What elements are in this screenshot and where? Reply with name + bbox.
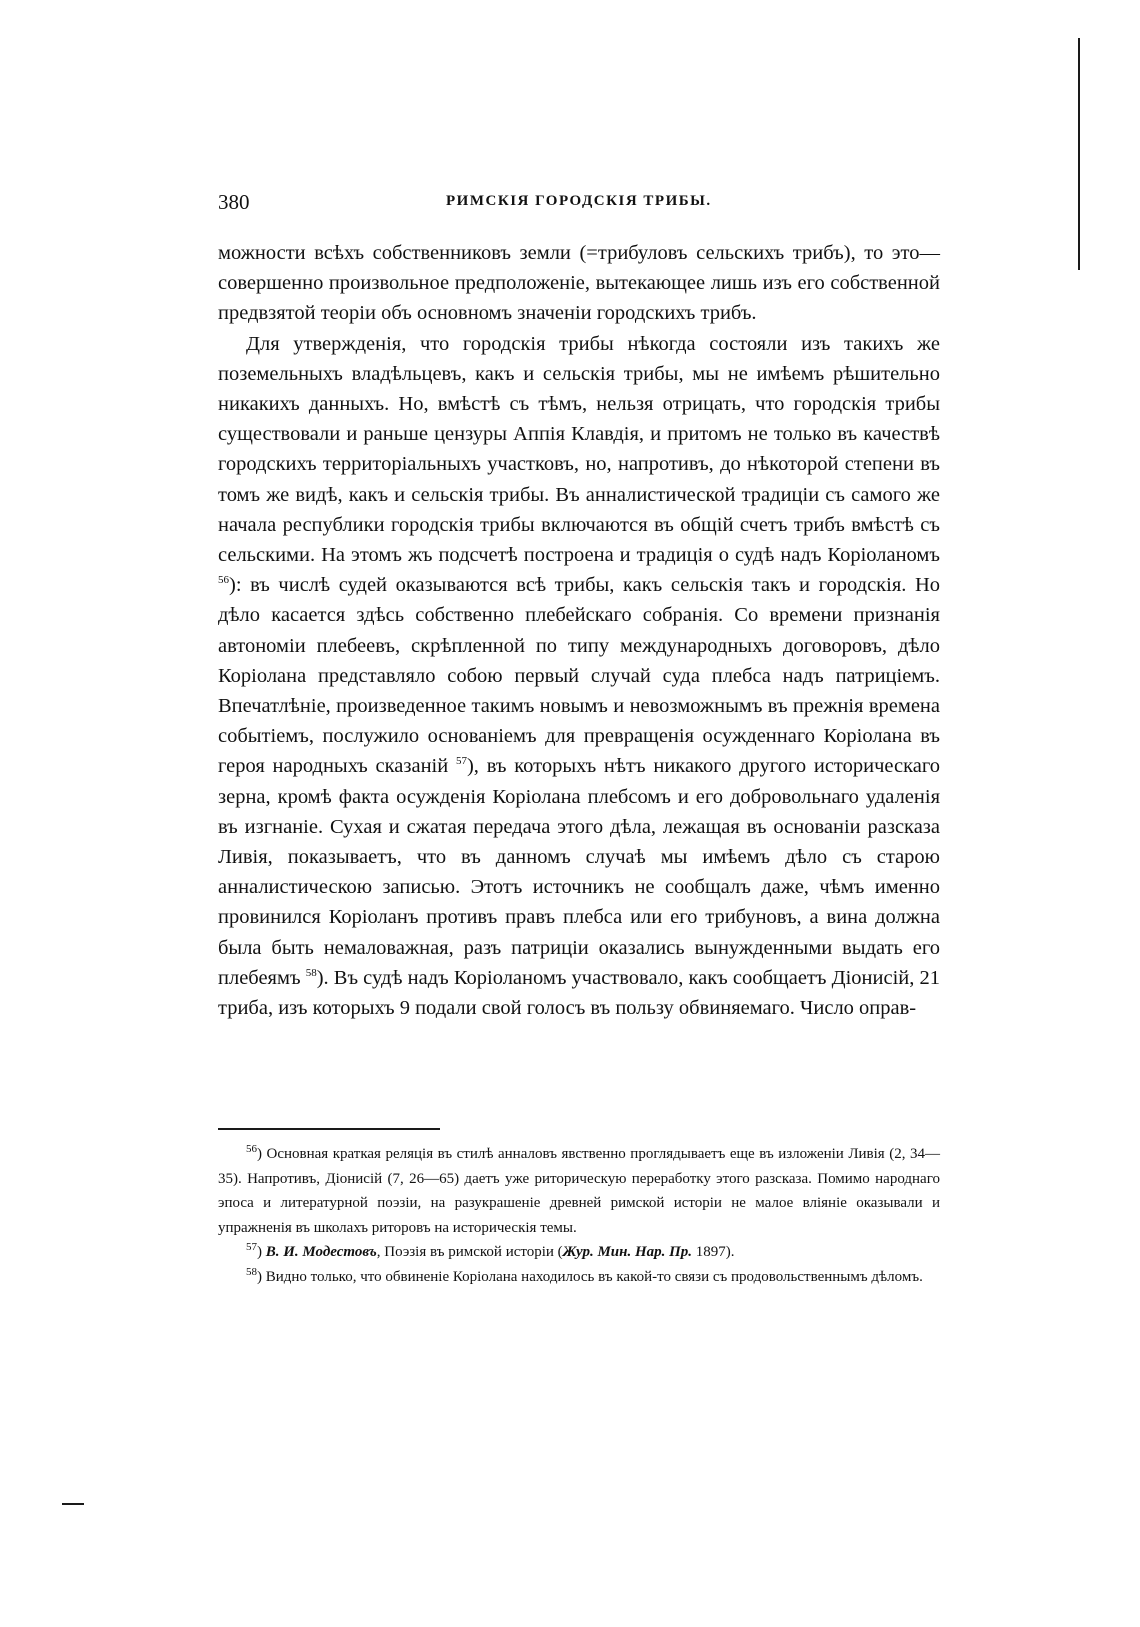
paragraph-text-2: ): въ числѣ судей оказываются всѣ трибы, какъ сельскія такъ и городскія. Но дѣло касается здѣсь собственно плебейскаго собранія. Со времени признанія автономіи плебеевъ, скрѣпленной по типу международныхъ договоровъ, дѣло Коріолана представляло собою первый случай суда плебса надъ патриціемъ. Впечатлѣніе, произведенное такимъ новымъ и невозможнымъ въ прежнія времена событіемъ, послужило основаніемъ для превращенія осужденнаго Коріолана въ героя народныхъ сказаній: [218, 574, 940, 778]
footnote-ref-57: 57: [455, 755, 467, 768]
scan-edge-mark: [1078, 38, 1080, 270]
footnote-marker-57: 57: [246, 1241, 257, 1253]
footnote-marker-56: 56: [246, 1143, 257, 1155]
footnote-57: $^{57}$) В. И. Модестовъ, Поэзія въ римской исторіи (Жур. Мин. Нар. Пр. 1897).: [246, 1241, 735, 1260]
footnote-ref-56: 56: [218, 574, 229, 587]
footnote-57-author: В. И. Модестовъ: [265, 1244, 377, 1260]
footnote-56-text: ) Основная краткая реляція въ стилѣ анналовъ явственно проглядываетъ еще въ изложеніи Ливія (2, 34—35). Напротивъ, Діонисій (7, 26—65) даетъ уже риторическую переработку этого разсказа. Помимо народнаго эпоса и литературной поэзіи, на разукрашеніе древней римской исторіи не малое вліяніе оказывали и упражненія въ школахъ риторовъ на историческія темы.: [218, 1146, 940, 1236]
page-header: [218, 190, 940, 220]
paragraph-coriolanus: [218, 329, 940, 1024]
footnote-ref-58: 58: [305, 967, 317, 980]
paragraph-text-4: ). Въ судѣ надъ Коріоланомъ участвовало, какъ сообщаетъ Діонисій, 21 триба, изъ которыхъ 9 подали свой голосъ въ пользу обвиняемаго. Число оправ-: [218, 966, 940, 1020]
footnote-58: [218, 1265, 940, 1290]
footnote-57-journal: Жур. Мин. Нар. Пр.: [562, 1244, 693, 1260]
footnote-divider: [218, 1128, 440, 1130]
paragraph-continued: можности всѣхъ собственниковъ земли (=трибуловъ сельскихъ трибъ), то это—совершенно произвольное предположеніе, вытекающее лишь изъ его собственной предвзятой теоріи объ основномъ значеніи городскихъ трибъ.: [218, 242, 940, 325]
footnote-58-text: ) Видно только, что обвиненіе Коріолана находилось въ какой-то связи съ продовольственнымъ дѣломъ.: [257, 1268, 923, 1285]
footnote-57-end: 1897).: [692, 1244, 735, 1260]
paragraph-text-3: ), въ которыхъ нѣтъ никакого другого историческаго зерна, кромѣ факта осужденія Коріолана плебсомъ и его добровольнаго удаленія въ изгнаніе. Сухая и сжатая передача этого дѣла, лежащая въ основаніи разсказа Ливія, показываетъ, что въ данномъ случаѣ мы имѣемъ дѣло съ старою анналистическою записью. Этотъ источникъ не сообщалъ даже, чѣмъ именно провинился Коріоланъ противъ правъ плебса или его трибуновъ, а вина должна была быть немаловажная, разъ патриціи оказались вынужденными выдать его плебеямъ: [218, 755, 940, 989]
paragraph-text-1: Для утвержденія, что городскія трибы нѣкогда состояли изъ такихъ же поземельныхъ владѣльцевъ, какъ и сельскія трибы, мы не имѣемъ рѣшительно никакихъ данныхъ. Но, вмѣстѣ съ тѣмъ, нельзя отрицать, что городскія трибы существовали и раньше цензуры Аппія Клавдія, и притомъ не только въ качествѣ городскихъ территоріальныхъ участковъ, но, напротивъ, до нѣкоторой степени въ томъ же видѣ, какъ и сельскія трибы. Въ анналистической традиціи съ самого же начала республики городскія трибы включаются въ общій счетъ трибъ вмѣстѣ съ сельскими. На этомъ жъ подсчетѣ построена и традиція о судѣ надъ Коріоланомъ: [218, 332, 940, 567]
body-text: [218, 238, 940, 1023]
footnote-marker-58: 58: [246, 1265, 257, 1278]
scan-margin-mark: [62, 1503, 84, 1505]
footnote-57-text: , Поэзія въ римской исторіи (: [376, 1244, 563, 1260]
running-title: РИМСКІЯ ГОРОДСКІЯ ТРИБЫ.: [446, 193, 712, 209]
page-number: 380: [218, 190, 250, 214]
footnote-56: [218, 1142, 940, 1240]
footnotes: [218, 1142, 940, 1289]
